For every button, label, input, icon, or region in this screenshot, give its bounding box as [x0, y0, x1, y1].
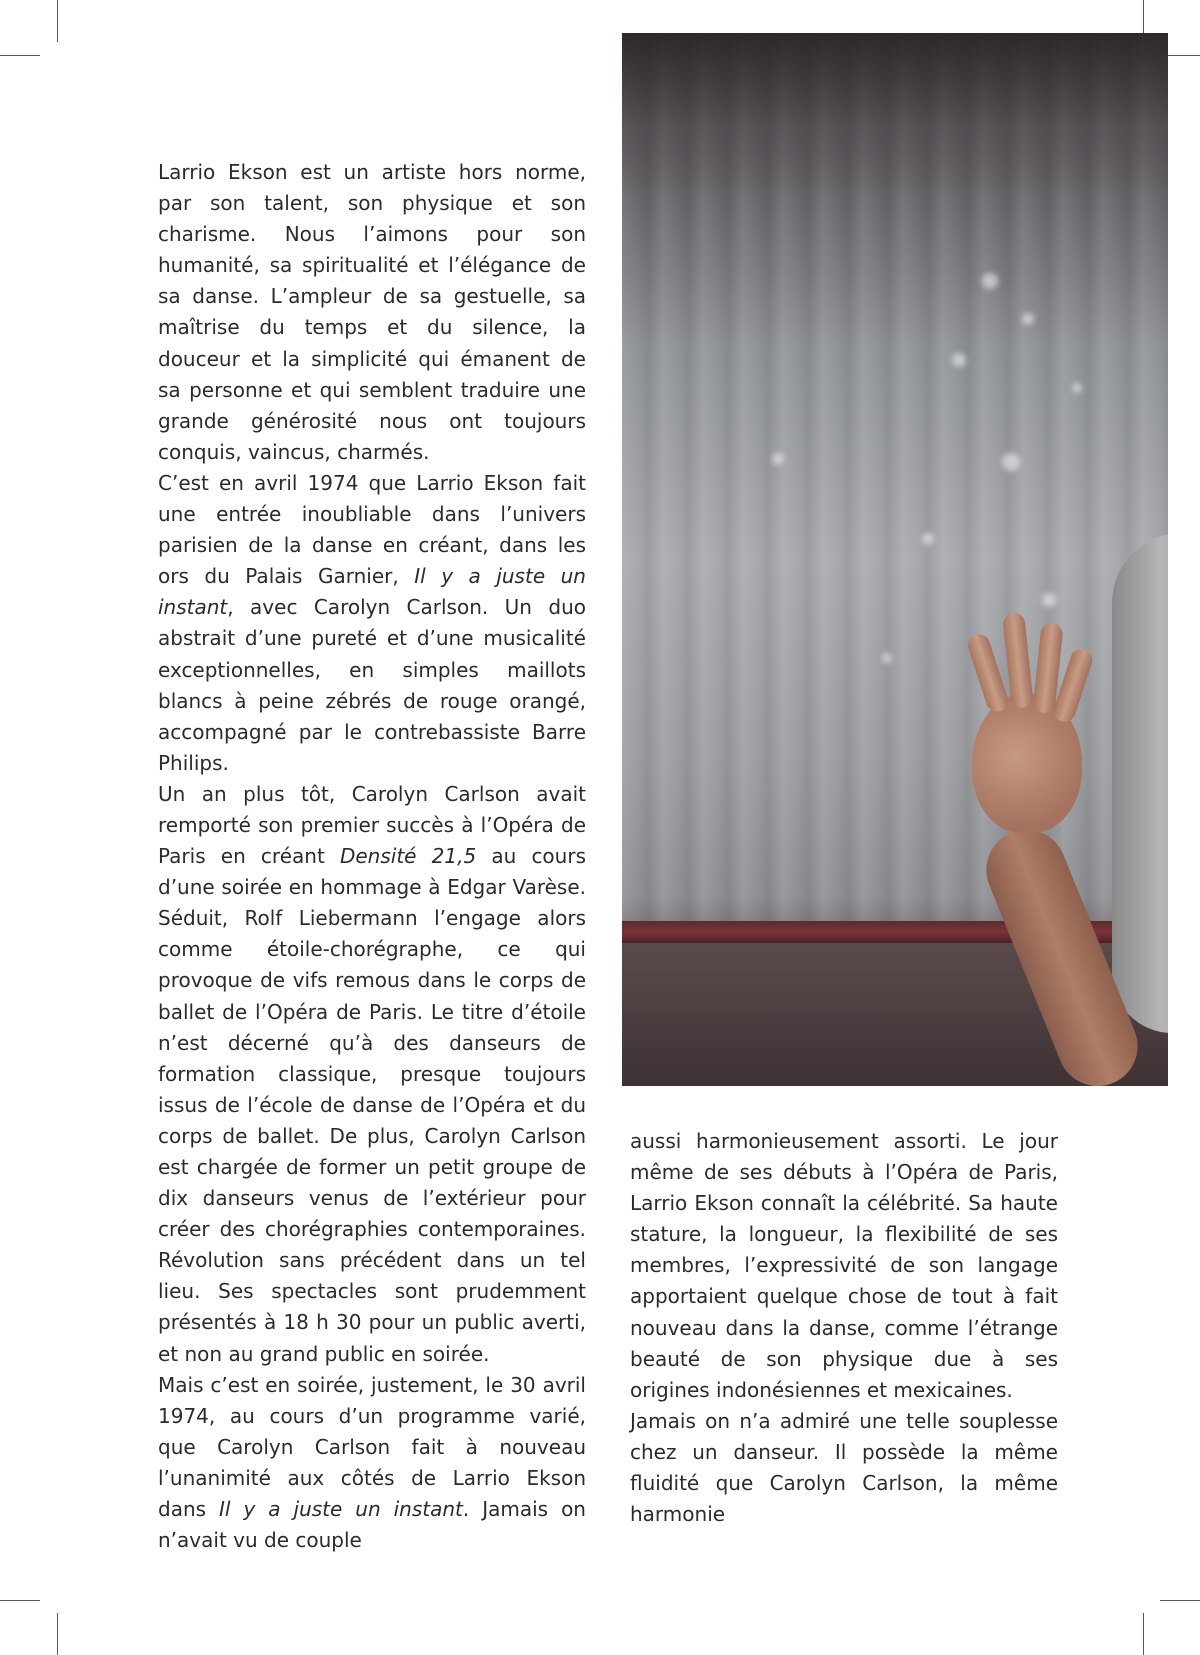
- paragraph: [158, 468, 586, 779]
- paragraph-text: Larrio Ekson est un artiste hors norme, par son talent, son physique et son charisme. Nous l’aimons pour son humanité, sa spiritualité et l’élégance de sa danse. L’ampleur de sa gestuelle, sa maîtrise du temps et du silence, la douceur et la simplicité qui émanent de sa personne et qui semblent traduire une grande générosité nous ont toujours conquis, vaincus, charmés.: [158, 160, 586, 464]
- paragraph: aussi harmonieusement assorti. Le jour même de ses débuts à l’Opéra de Paris, Larrio Ekson connaît la célébrité. Sa haute stature, la longueur, la flexibilité de ses membres, l’expressivité de son langage apportaient quelque chose de tout à fait nouveau dans la danse, comme l’étrange beauté de son physique due à ses origines indonésiennes et mexicaines.: [630, 1129, 1058, 1402]
- paragraph-text: C’est en avril 1974 que Larrio Ekson fait une entrée inoubliable dans l’univers parisien de la danse en créant, dans les ors du Palais Garnier,: [158, 470, 586, 589]
- crop-mark: [57, 0, 58, 42]
- paragraph: Jamais on n’a admiré une telle souplesse chez un danseur. Il possède la même fluidité que Carolyn Carlson, la même harmonie: [630, 1408, 1058, 1527]
- crop-mark: [0, 1600, 40, 1601]
- paragraph-text: , avec Carolyn Carlson. Un duo abstrait d’une pureté et d’une musicalité exceptionnelles, en simples maillots blancs à peine zébrés de rouge orangé, accompagné par le contrebassiste Barre Philips.: [158, 595, 586, 775]
- paragraph-text: Mais c’est en soirée, justement, le 30 avril 1974, au cours d’un programme varié, que Carolyn Carlson fait à nouveau l’unanimité aux côtés de Larrio Ekson dans: [158, 1372, 586, 1522]
- crop-mark: [1143, 1613, 1144, 1655]
- paragraph: [158, 157, 586, 468]
- left-text-column: [158, 157, 586, 1556]
- crop-mark: [1160, 1600, 1200, 1601]
- crop-mark: [0, 55, 40, 56]
- paragraph-text: au cours d’une soirée en hommage à Edgar Varèse. Séduit, Rolf Liebermann l’engage alors comme étoile-chorégraphe, ce qui provoque de vifs remous dans le corps de ballet de l’Opéra de Paris. Le titre d’étoile n’est décerné qu’à des danseurs de formation classique, presque toujours issus de l’école de danse de l’Opéra et du corps de ballet. De plus, Carolyn Carlson est chargée de former un petit groupe de dix danseurs venus de l’extérieur pour créer des chorégraphies contemporaines. Révolution sans précédent dans un tel lieu. Ses spectacles sont prudemment présentés à 18 h 30 pour un public averti, et non au grand public en soirée.: [158, 844, 586, 1366]
- crop-mark: [57, 1613, 58, 1655]
- work-title: Il y a juste un instant: [219, 1497, 463, 1522]
- paragraph: [158, 1370, 586, 1557]
- dancer-photo: [622, 33, 1168, 1086]
- paragraph-text: Un an plus tôt, Carolyn Carlson avait remporté son premier succès à l’Opéra de Paris en créant: [158, 781, 586, 869]
- paragraph-text: . Jamais on n’avait vu de couple: [158, 1497, 586, 1553]
- work-title: Densité 21,5: [339, 844, 477, 869]
- right-text-column: [630, 1126, 1058, 1530]
- paragraph: [158, 779, 586, 1370]
- work-title: Il y a juste un instant: [158, 564, 586, 620]
